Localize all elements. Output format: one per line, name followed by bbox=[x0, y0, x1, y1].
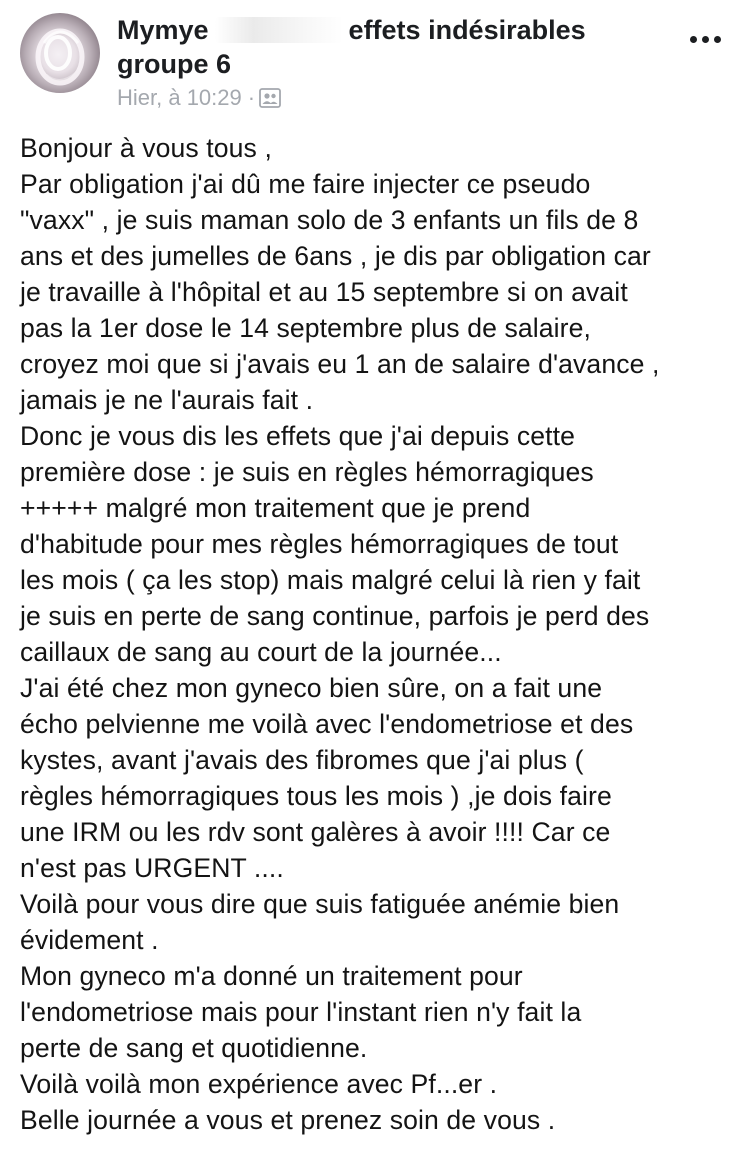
post-text-line: n'est pas URGENT .... bbox=[20, 853, 284, 883]
post-text-line: je travaille à l'hôpital et au 15 septembre si on avait bbox=[20, 277, 628, 307]
post-text-line: jamais je ne l'aurais fait . bbox=[20, 385, 314, 415]
post-text-line: les mois ( ça les stop) mais malgré celui là rien y fait bbox=[20, 565, 641, 595]
post-text-line: Bonjour à vous tous , bbox=[20, 133, 272, 163]
group-members-icon[interactable] bbox=[259, 87, 281, 107]
post-title bbox=[117, 13, 677, 81]
post-text-line: règles hémorragiques tous les mois ) ,je dois faire bbox=[20, 781, 612, 811]
post-body bbox=[20, 130, 740, 1138]
post-text-line: je suis en perte de sang continue, parfois je perd des bbox=[20, 601, 650, 631]
author-avatar[interactable] bbox=[20, 13, 100, 93]
post-text-line: ans et des jumelles de 6ans , je dis par obligation car bbox=[20, 241, 651, 271]
post-text-line: caillaux de sang au court de la journée... bbox=[20, 637, 502, 667]
more-options-button[interactable] bbox=[686, 24, 726, 54]
post-text-line: évidement . bbox=[20, 925, 159, 955]
post-text-line: d'habitude pour mes règles hémorragiques de tout bbox=[20, 529, 619, 559]
post-text-line: "vaxx" , je suis maman solo de 3 enfants un fils de 8 bbox=[20, 205, 639, 235]
post-text-line: perte de sang et quotidienne. bbox=[20, 1033, 368, 1063]
post-text-line: Belle journée a vous et prenez soin de vous . bbox=[20, 1105, 556, 1135]
post-text-line: pas la 1er dose le 14 septembre plus de salaire, bbox=[20, 313, 591, 343]
post-text-line: Par obligation j'ai dû me faire injecter ce pseudo bbox=[20, 169, 591, 199]
redacted-name-area bbox=[215, 17, 343, 43]
post-text-line: Mon gyneco m'a donné un traitement pour bbox=[20, 961, 523, 991]
post-text-line: J'ai été chez mon gyneco bien sûre, on a fait une bbox=[20, 673, 603, 703]
post-text-line: écho pelvienne me voilà avec l'endometriose et des bbox=[20, 709, 634, 739]
post-text-line: une IRM ou les rdv sont galères à avoir !!!! Car ce bbox=[20, 817, 611, 847]
post-text-line: croyez moi que si j'avais eu 1 an de salaire d'avance , bbox=[20, 349, 660, 379]
post-text-line: première dose : je suis en règles hémorragiques bbox=[20, 457, 594, 487]
post-header bbox=[0, 0, 749, 118]
group-name-line2[interactable]: groupe 6 bbox=[117, 49, 232, 79]
post-meta bbox=[117, 84, 281, 112]
post-text-line: Voilà pour vous dire que suis fatiguée anémie bien bbox=[20, 889, 620, 919]
group-name[interactable]: effets indésirables bbox=[348, 15, 586, 45]
author-name[interactable]: Mymye bbox=[117, 15, 209, 45]
avatar-photo bbox=[20, 13, 100, 93]
post-text-line: kystes, avant j'avais des fibromes que j'ai plus ( bbox=[20, 745, 584, 775]
post-text-line: Donc je vous dis les effets que j'ai depuis cette bbox=[20, 421, 575, 451]
meta-separator: · bbox=[247, 85, 256, 110]
post-text-line: Voilà voilà mon expérience avec Pf...er . bbox=[20, 1069, 498, 1099]
post-text-line: l'endometriose mais pour l'instant rien n'y fait la bbox=[20, 997, 582, 1027]
post-timestamp[interactable]: Hier, à 10:29 bbox=[117, 85, 242, 110]
post-text-line: +++++ malgré mon traitement que je prend bbox=[20, 493, 531, 523]
